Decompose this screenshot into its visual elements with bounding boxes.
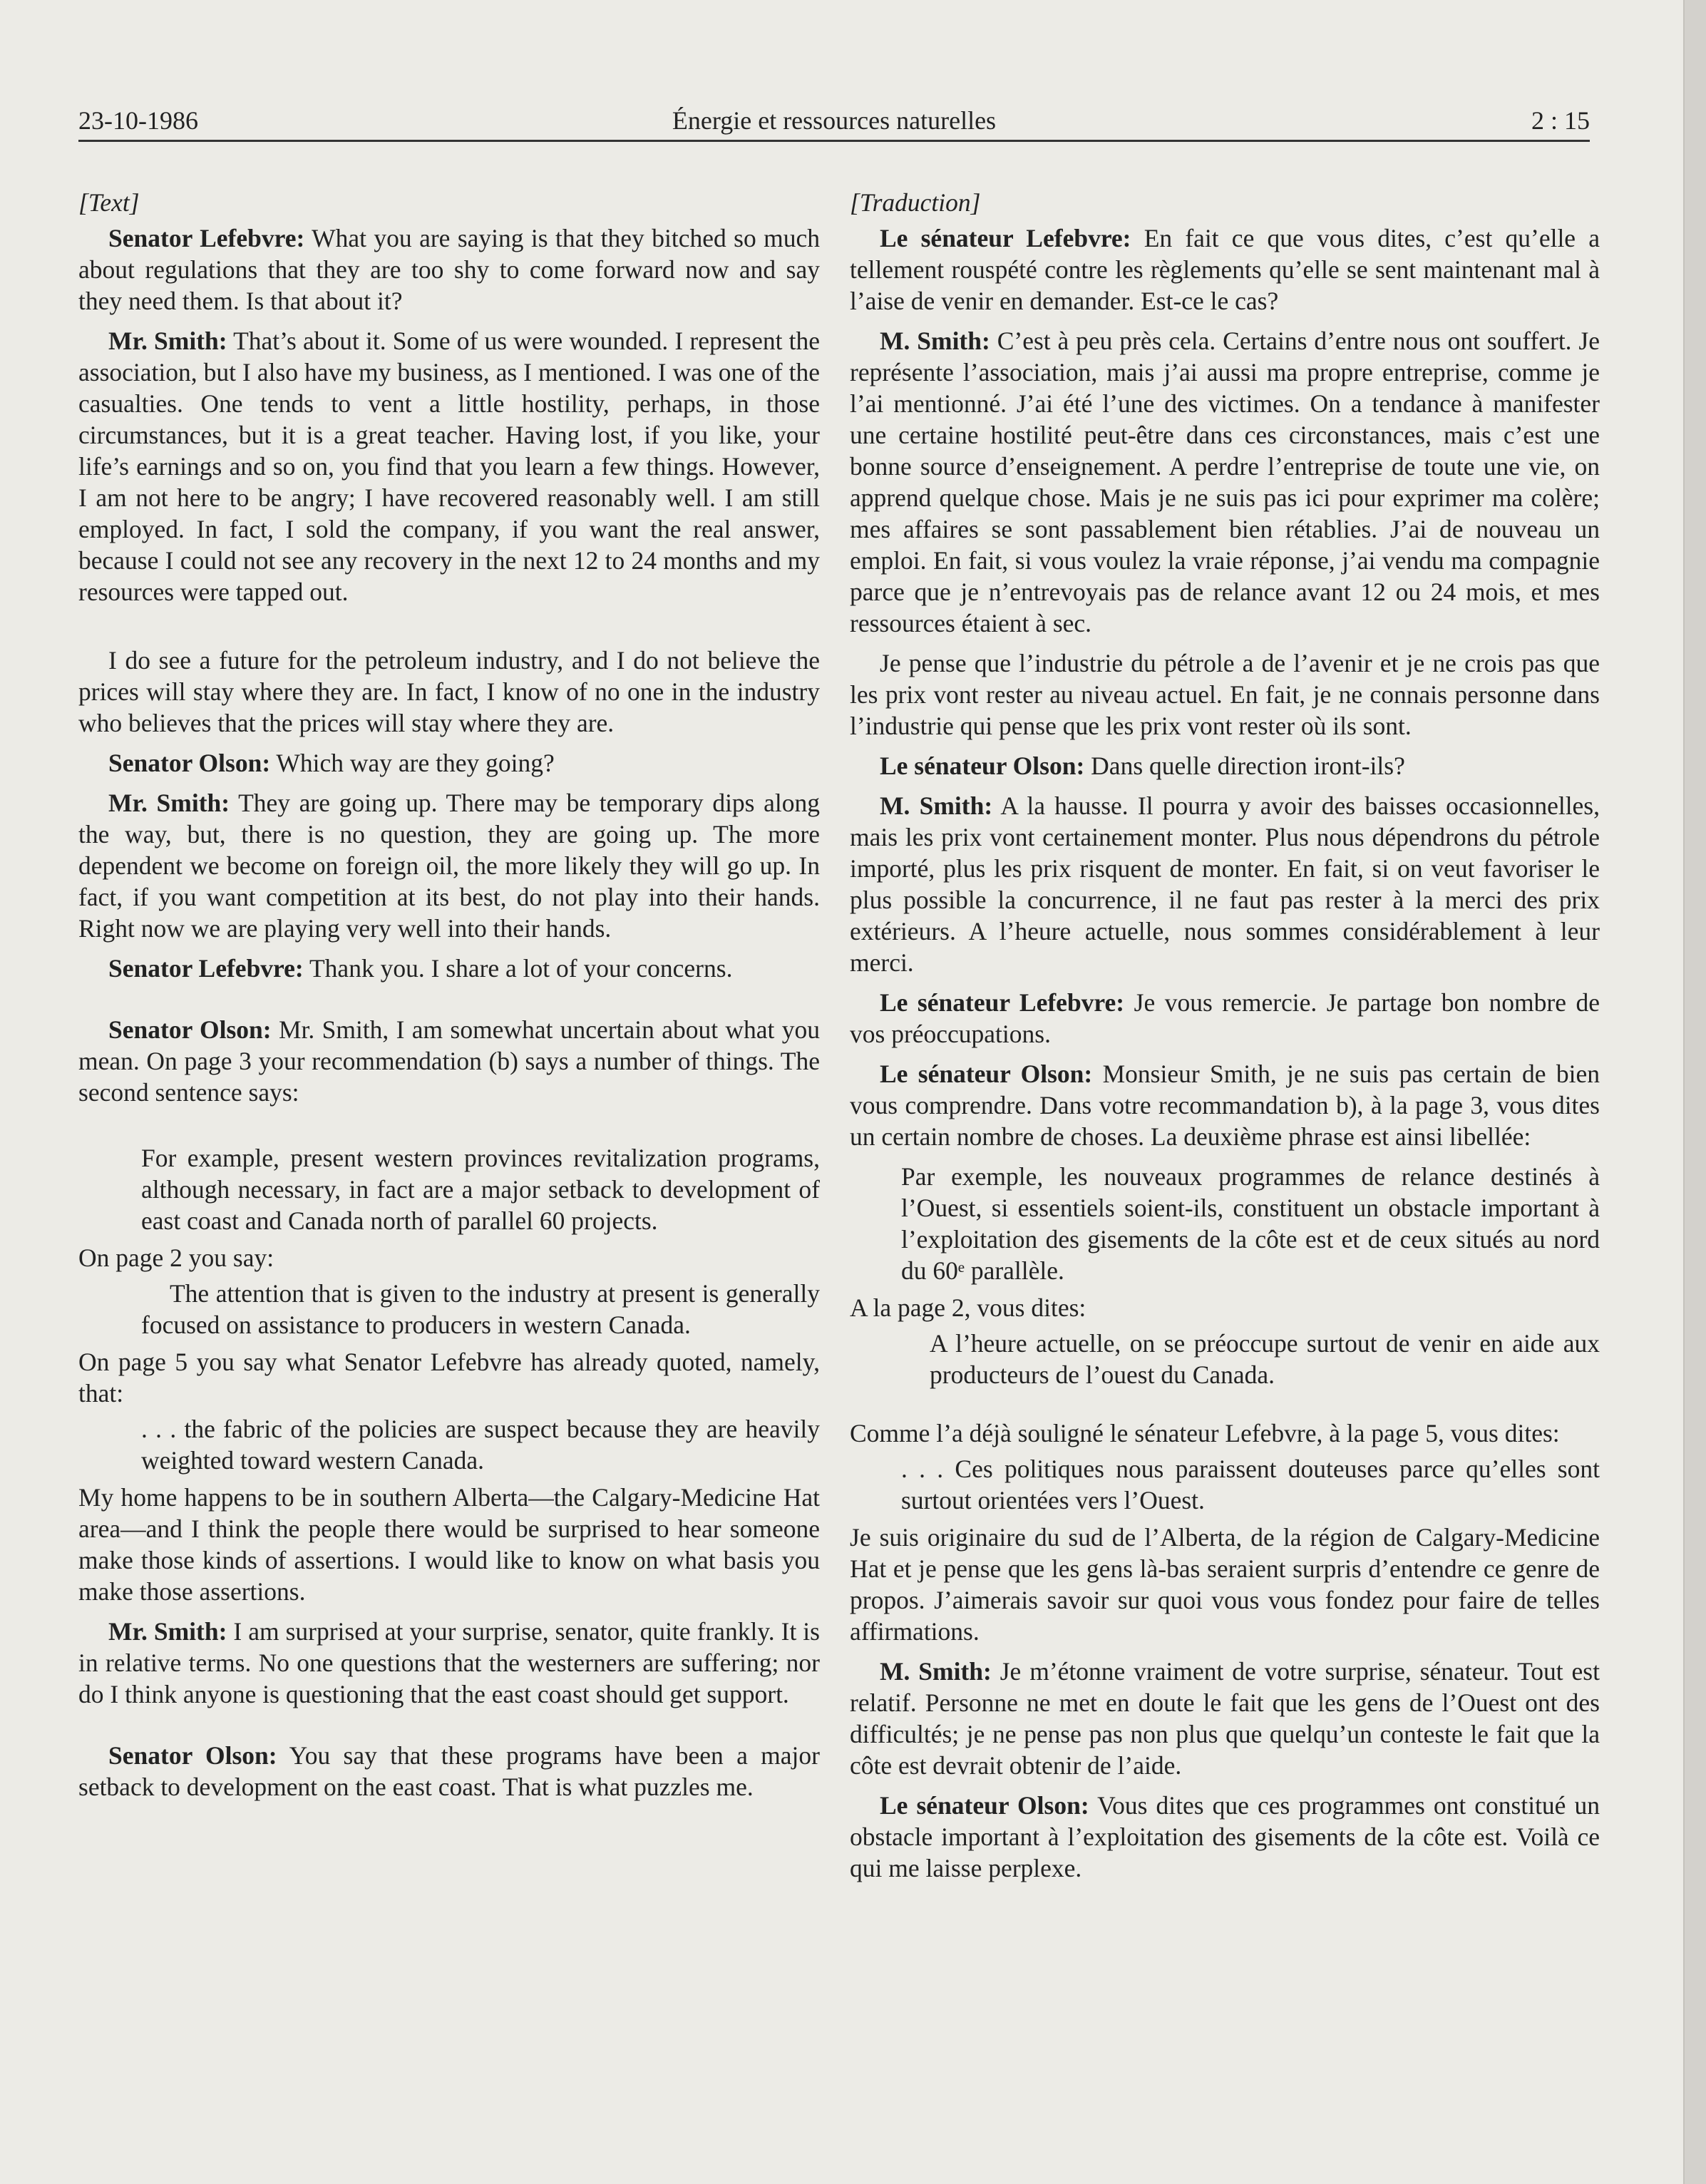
paragraph: Le sénateur Olson: Vous dites que ces programmes ont constitué un obstacle important à l’exploitation des gisements de la côte est. Voilà ce qui me laisse perplexe. bbox=[850, 1791, 1600, 1882]
paragraph: Mr. Smith: I am surprised at your surprise, senator, quite frankly. It is in relative terms. No one questions that the westerners are suffering; nor do I think anyone is questioning that the east coast should get support. bbox=[78, 1617, 820, 1708]
paragraph: Comme l’a déjà souligné le sénateur Lefebvre, à la page 5, vous dites: bbox=[850, 1419, 1560, 1447]
header-title: Énergie et ressources naturelles bbox=[672, 106, 997, 135]
column-label: [Traduction] bbox=[850, 188, 981, 217]
paragraph: Senator Olson: You say that these programs have been a major setback to development on the east coast. That is what puzzles me. bbox=[78, 1741, 820, 1801]
paragraph: Le sénateur Lefebvre: Je vous remercie. Je partage bon nombre de vos préoccupations. bbox=[850, 988, 1600, 1048]
speaker: M. Smith: bbox=[880, 1657, 992, 1686]
paragraph: Senator Lefebvre: What you are saying is that they bitched so much about regulations that they are too shy to come forward now and say they need them. Is that about it? bbox=[78, 224, 820, 315]
speaker: Le sénateur Olson: bbox=[880, 752, 1085, 780]
paragraph: A la page 2, vous dites: bbox=[850, 1293, 1086, 1322]
paragraph: Senator Olson: Which way are they going? bbox=[108, 749, 555, 777]
paragraph: M. Smith: C’est à peu près cela. Certains d’entre nous ont souffert. Je représente l’association, mais j’ai aussi ma propre entreprise, comme je l’ai mentionné. J’ai été l’une des victimes. On a tendance à manifester une certaine hostilité peut-être dans ces circonstances, mais c’est une bonne source d’enseignement. A perdre l’entreprise de toute une vie, on apprend quelque chose. Mais je ne suis pas ici pour exprimer ma colère; mes affaires se sont passablement bien rétablies. J’ai de nouveau un emploi. En fait, si vous voulez la vraie réponse, j’ai vendu ma compagnie parce que je n’entrevoyais pas de relance avant 12 ou 24 mois, et mes ressources étaient à sec. bbox=[850, 327, 1600, 637]
paragraph: On page 5 you say what Senator Lefebvre has already quoted, namely, that: bbox=[78, 1348, 820, 1408]
spacer bbox=[78, 1117, 820, 1138]
speaker: M. Smith: bbox=[880, 327, 990, 355]
block-quote: For example, present western provinces revitalization programs, although necessary, in fact are a major setback to development of east coast and Canada north of parallel 60 projects. bbox=[141, 1144, 820, 1235]
header-date: 23-10-1986 bbox=[78, 106, 198, 135]
page-header bbox=[78, 100, 1590, 142]
paragraph: Senator Olson: Mr. Smith, I am somewhat uncertain about what you mean. On page 3 your recommendation (b) says a number of things. The second sentence says: bbox=[78, 1015, 820, 1107]
paragraph: I do see a future for the petroleum industry, and I do not believe the prices will stay where they are. In fact, I know of no one in the industry who believes that the prices will stay where they are. bbox=[78, 646, 820, 737]
spacer bbox=[78, 993, 820, 1014]
block-quote: . . . Ces politiques nous paraissent douteuses parce qu’elles sont surtout orientées vers l’Ouest. bbox=[901, 1455, 1600, 1514]
paragraph: On page 2 you say: bbox=[78, 1244, 274, 1272]
spacer bbox=[78, 616, 820, 645]
paragraph: Je suis originaire du sud de l’Alberta, de la région de Calgary-Medicine Hat et je pense que les gens là-bas seraient surpris d’entendre ce genre de propos. J’aimerais savoir sur quoi vous vous fondez pour faire de telles affirmations. bbox=[850, 1523, 1600, 1646]
block-quote: The attention that is given to the industry at present is generally focused on assistance to producers in western Canada. bbox=[141, 1279, 820, 1339]
speaker: Senator Olson: bbox=[108, 749, 271, 777]
spacer bbox=[78, 1718, 820, 1740]
paragraph: Le sénateur Olson: Dans quelle direction iront-ils? bbox=[880, 752, 1405, 780]
paragraph: Le sénateur Lefebvre: En fait ce que vous dites, c’est qu’elle a tellement rouspété contre les règlements qu’elle se sent maintenant mal à l’aise de venir en demander. Est-ce le cas? bbox=[850, 224, 1600, 315]
speaker: Le sénateur Olson: bbox=[880, 1060, 1093, 1088]
spacer bbox=[850, 1396, 1600, 1417]
paragraph: Le sénateur Olson: Monsieur Smith, je ne suis pas certain de bien vous comprendre. Dans votre recommandation b), à la page 3, vous dites un certain nombre de choses. La deuxième phrase est ainsi libellée: bbox=[850, 1060, 1600, 1151]
paragraph: Senator Lefebvre: Thank you. I share a lot of your concerns. bbox=[108, 954, 733, 983]
speaker: Senator Olson: bbox=[108, 1015, 272, 1044]
paragraph: Mr. Smith: They are going up. There may be temporary dips along the way, but, there is no question, they are going up. The more dependent we become on foreign oil, the more likely they will go up. In fact, if you want competition at its best, do not play into their hands. Right now we are playing very well into their hands. bbox=[78, 789, 821, 943]
speaker: Senator Lefebvre: bbox=[108, 954, 304, 983]
speaker: Mr. Smith: bbox=[108, 1617, 227, 1646]
speaker: Senator Olson: bbox=[108, 1741, 277, 1770]
block-quote: A l’heure actuelle, on se préoccupe surtout de venir en aide aux producteurs de l’ouest du Canada. bbox=[930, 1329, 1600, 1389]
french-column bbox=[850, 187, 1600, 1892]
speaker: Le sénateur Lefebvre: bbox=[880, 224, 1131, 252]
column-label: [Text] bbox=[78, 188, 140, 217]
paragraph: M. Smith: A la hausse. Il pourra y avoir des baisses occasionnelles, mais les prix vont certainement monter. Plus nous dépendrons du pétrole importé, plus les prix risquent de monter. En fait, si on veut favoriser le plus possible la concurrence, il ne faut pas rester à la merci des prix extérieurs. A l’heure actuelle, nous sommes considérablement à leur merci. bbox=[850, 791, 1600, 977]
speaker: Mr. Smith: bbox=[108, 327, 227, 355]
paragraph: M. Smith: Je m’étonne vraiment de votre surprise, sénateur. Tout est relatif. Personne ne met en doute le fait que les gens de l’Ouest ont des difficultés; je ne pense pas non plus que quelqu’un conteste le fait que la côte est devrait obtenir de l’aide. bbox=[850, 1657, 1600, 1780]
speaker: Le sénateur Lefebvre: bbox=[880, 988, 1125, 1017]
page-edge bbox=[1683, 0, 1706, 2184]
paragraph: My home happens to be in southern Alberta—the Calgary-Medicine Hat area—and I think the people there would be surprised to hear someone make those kinds of assertions. I would like to know on what basis you make those assertions. bbox=[78, 1483, 820, 1606]
paragraph: Mr. Smith: That’s about it. Some of us were wounded. I represent the association, but I also have my business, as I mentioned. I was one of the casualties. One tends to vent a little hostility, perhaps, in those circumstances, but it is a great teacher. Having lost, if you like, your life’s earnings and so on, you find that you learn a few things. However, I am not here to be angry; I have recovered reasonably well. I am still employed. In fact, I sold the company, if you want the real answer, because I could not see any recovery in the next 12 to 24 months and my resources were tapped out. bbox=[78, 327, 820, 606]
speaker: Senator Lefebvre: bbox=[108, 224, 305, 252]
english-column bbox=[78, 187, 820, 1811]
header-page-number: 2 : 15 bbox=[1531, 106, 1590, 135]
paragraph: Je pense que l’industrie du pétrole a de l’avenir et je ne crois pas que les prix vont rester au niveau actuel. En fait, je ne connais personne dans l’industrie qui pense que les prix vont rester où ils sont. bbox=[850, 649, 1600, 740]
block-quote: Par exemple, les nouveaux programmes de relance destinés à l’Ouest, si essentiels soient-ils, constituent un obstacle important à l’exploitation des gisements de la côte est et de ceux situés au nord du 60ᵉ parallèle. bbox=[901, 1162, 1600, 1285]
speaker: M. Smith: bbox=[880, 791, 993, 820]
block-quote: . . . the fabric of the policies are suspect because they are heavily weighted toward western Canada. bbox=[141, 1415, 820, 1475]
speaker: Mr. Smith: bbox=[108, 789, 230, 817]
speaker: Le sénateur Olson: bbox=[880, 1791, 1089, 1820]
